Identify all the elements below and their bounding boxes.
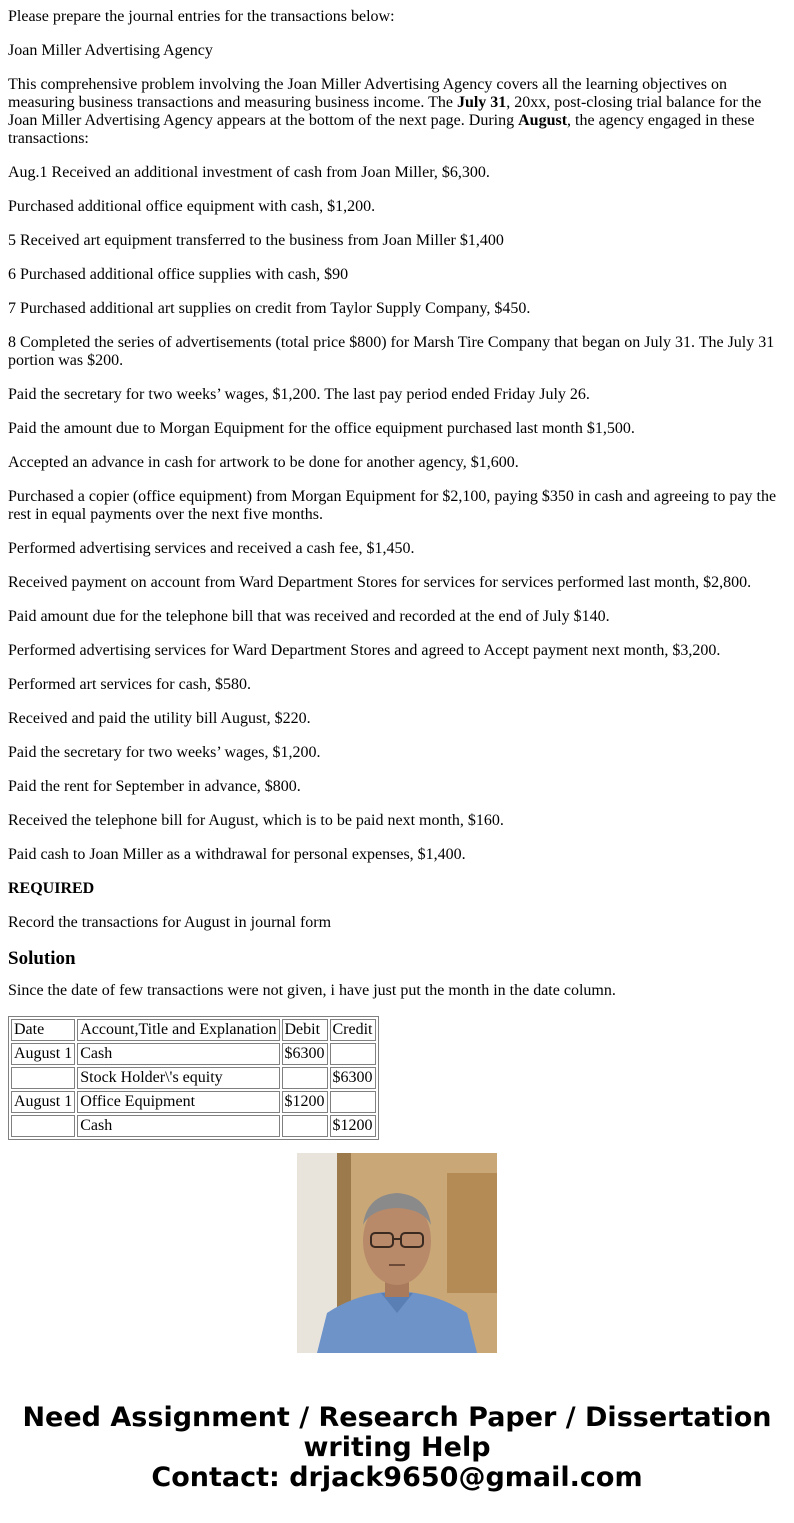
- transaction-item: Paid the secretary for two weeks’ wages, $1,200.: [8, 744, 321, 761]
- transaction-item: Paid cash to Joan Miller as a withdrawal for personal expenses, $1,400.: [8, 846, 466, 863]
- person-photo-icon: [297, 1153, 497, 1353]
- cell-date: August 1: [11, 1043, 75, 1065]
- transaction-item: Received the telephone bill for August, which is to be paid next month, $160.: [8, 812, 504, 829]
- cell-date: August 1: [11, 1091, 75, 1113]
- avatar-panel: [447, 1173, 497, 1293]
- table-row: [11, 1091, 376, 1113]
- transaction-item: Performed advertising services and received a cash fee, $1,450.: [8, 540, 415, 557]
- cell-debit: $1200: [282, 1091, 328, 1113]
- transaction-item: 6 Purchased additional office supplies with cash, $90: [8, 266, 349, 283]
- cell-account: Office Equipment: [77, 1091, 279, 1113]
- required-label: REQUIRED: [8, 880, 95, 897]
- cell-credit: [330, 1091, 376, 1113]
- header-date: Date: [11, 1019, 75, 1041]
- transaction-item: Accepted an advance in cash for artwork to be done for another agency, $1,600.: [8, 454, 519, 471]
- solution-heading: Solution: [8, 948, 76, 969]
- banner-contact-line: Contact: drjack9650@gmail.com: [151, 1462, 643, 1493]
- transaction-item: Received and paid the utility bill August, $220.: [8, 710, 311, 727]
- transaction-item: Paid the secretary for two weeks’ wages, $1,200. The last pay period ended Friday July 26.: [8, 386, 590, 403]
- transaction-item: Paid the amount due to Morgan Equipment for the office equipment purchased last month $1,500.: [8, 420, 635, 437]
- cell-debit: [282, 1115, 328, 1137]
- intro-text: Please prepare the journal entries for the transactions below:: [8, 8, 395, 25]
- cell-credit: [330, 1043, 376, 1065]
- table-row: [11, 1067, 376, 1089]
- cell-credit: $6300: [330, 1067, 376, 1089]
- transaction-item: Purchased a copier (office equipment) from Morgan Equipment for $2,100, paying $350 in cash and agreeing to pay the rest in equal payments over the next five months.: [8, 488, 777, 523]
- question-content: [8, 0, 786, 1134]
- transaction-item: 8 Completed the series of advertisements (total price $800) for Marsh Tire Company that began on July 31. The July 31 portion was $200.: [8, 334, 775, 369]
- journal-table: [8, 1016, 379, 1140]
- required-text: Record the transactions for August in journal form: [8, 914, 332, 931]
- cell-date: [11, 1067, 75, 1089]
- cell-account: Stock Holder\'s equity: [77, 1067, 279, 1089]
- header-account: Account,Title and Explanation: [77, 1019, 279, 1041]
- avatar: [297, 1153, 497, 1353]
- transaction-item: Paid amount due for the telephone bill that was received and recorded at the end of July $140.: [8, 608, 610, 625]
- banner-line-1: Need Assignment / Research Paper / Dissertation: [22, 1402, 772, 1433]
- transaction-item: Performed advertising services for Ward Department Stores and agreed to Accept payment next month, $3,200.: [8, 642, 721, 659]
- table-row: [11, 1115, 376, 1137]
- solution-note: Since the date of few transactions were not given, i have just put the month in the date column.: [8, 982, 616, 999]
- cell-debit: $6300: [282, 1043, 328, 1065]
- cell-debit: [282, 1067, 328, 1089]
- company-name: Joan Miller Advertising Agency: [8, 42, 213, 59]
- transaction-item: 7 Purchased additional art supplies on credit from Taylor Supply Company, $450.: [8, 300, 531, 317]
- transaction-item: Received payment on account from Ward Department Stores for services for services performed last month, $2,800.: [8, 574, 752, 591]
- cell-credit: $1200: [330, 1115, 376, 1137]
- header-debit: Debit: [282, 1019, 328, 1041]
- transaction-item: Purchased additional office equipment with cash, $1,200.: [8, 198, 376, 215]
- table-row: [11, 1043, 376, 1065]
- header-credit: Credit: [330, 1019, 376, 1041]
- transaction-item: Paid the rent for September in advance, $800.: [8, 778, 301, 795]
- cell-account: Cash: [77, 1043, 279, 1065]
- problem-description: This comprehensive problem involving the Joan Miller Advertising Agency covers all the learning objectives on measuring business transactions and measuring business income. The July 31, 20xx, post-closing trial balance for the Joan Miller Advertising Agency appears at the bottom of the next page. During August, the agency engaged in these transactions:: [8, 76, 762, 147]
- transaction-item: Performed art services for cash, $580.: [8, 676, 252, 693]
- transaction-item: 5 Received art equipment transferred to the business from Joan Miller $1,400: [8, 232, 504, 249]
- contact-banner: [0, 1403, 794, 1493]
- cell-date: [11, 1115, 75, 1137]
- table-header-row: [11, 1019, 376, 1041]
- cell-account: Cash: [77, 1115, 279, 1137]
- banner-line-2: writing Help: [303, 1432, 491, 1463]
- transaction-item: Aug.1 Received an additional investment of cash from Joan Miller, $6,300.: [8, 164, 490, 181]
